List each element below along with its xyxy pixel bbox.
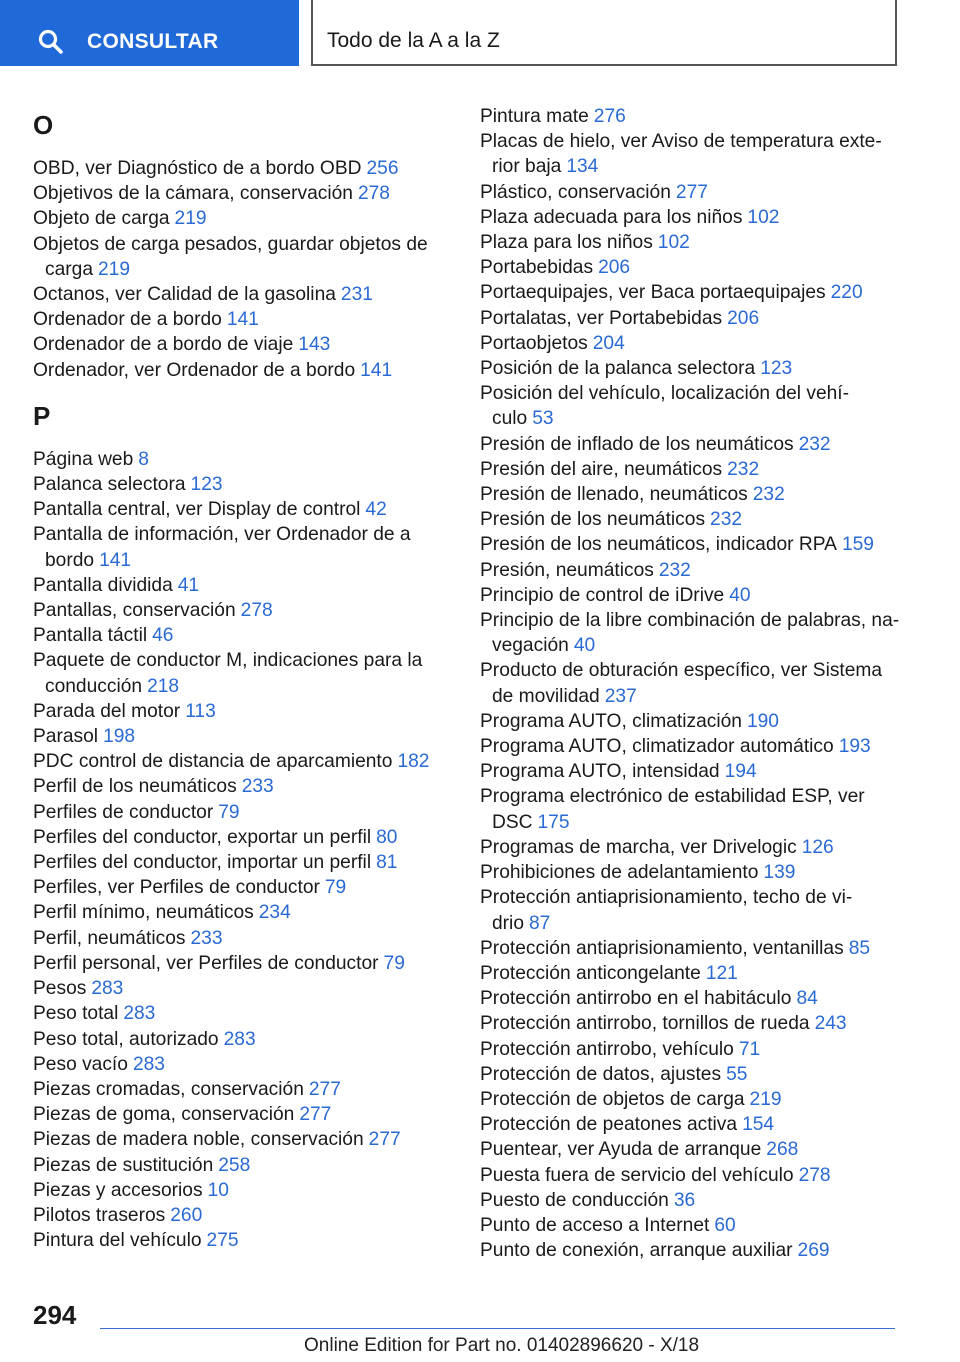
page-link[interactable]: 283 [223, 1028, 256, 1050]
index-entry-text: Posición del vehículo, localización del vehículo [480, 383, 850, 430]
page-link[interactable]: 134 [566, 156, 599, 178]
index-entry-text: Programas de marcha, ver Drivelogic [480, 836, 797, 858]
index-entry-text: Protección de datos, ajustes [480, 1063, 722, 1085]
search-icon [38, 29, 64, 55]
index-entry-text: Ordenador de a bordo [33, 309, 222, 331]
page-link[interactable]: 126 [801, 836, 834, 858]
page-link[interactable]: 80 [376, 826, 398, 848]
index-entry-text: Protección antirrobo, tornillos de rueda [480, 1013, 810, 1035]
index-entry [33, 774, 443, 799]
index-entry-text: Piezas de sustitución [33, 1154, 214, 1176]
index-entry [480, 255, 900, 280]
page-link[interactable]: 231 [340, 284, 373, 306]
index-entry [33, 522, 443, 572]
index-entry-text: Perfil, neumáticos [33, 927, 186, 949]
page-link[interactable]: 219 [98, 258, 131, 280]
index-entry-text: Protección antirrobo en el habitáculo [480, 988, 792, 1010]
index-entry-text: Perfiles, ver Perfiles de conductor [33, 877, 320, 899]
index-entry-text: Página web [33, 448, 134, 470]
index-entry [33, 1027, 443, 1052]
index-entry-text: Pintura mate [480, 106, 589, 127]
page-link[interactable]: 87 [529, 912, 551, 934]
index-entry-text: Portaobjetos [480, 332, 588, 354]
index-entry-text: Ordenador, ver Ordenador de a bordo [33, 359, 356, 381]
index-entry [480, 835, 900, 860]
index-entry-text: Programa AUTO, climatización [480, 710, 742, 732]
header [0, 0, 960, 66]
index-entry [480, 482, 900, 507]
index-entry [480, 532, 900, 557]
page-link[interactable]: 232 [710, 509, 743, 531]
page-link[interactable]: 139 [763, 862, 796, 884]
page-link[interactable]: 40 [729, 584, 751, 606]
index-entry-text: Perfiles del conductor, importar un perfil [33, 852, 372, 874]
index-entry [480, 129, 900, 179]
page-link[interactable]: 190 [746, 710, 779, 732]
page-link[interactable]: 237 [604, 685, 637, 707]
page-link[interactable]: 277 [299, 1104, 332, 1126]
footer-divider [100, 1328, 895, 1329]
index-entry-text: Producto de obturación específico, ver Sistema de movilidad [480, 660, 883, 707]
page-link[interactable]: 277 [308, 1078, 341, 1100]
index-entry-text: Principio de la libre combinación de palabras, navegación [480, 610, 900, 657]
index-entry [33, 1153, 443, 1178]
index-entry [33, 1077, 443, 1102]
index-entry-text: Presión de llenado, neumáticos [480, 484, 748, 506]
index-entry [480, 180, 900, 205]
index-entry [33, 472, 443, 497]
index-entry [480, 860, 900, 885]
page-link[interactable]: 278 [798, 1164, 831, 1186]
page-link[interactable]: 36 [673, 1189, 696, 1211]
index-entry [480, 936, 900, 961]
index-entry [33, 1102, 443, 1127]
index-entry [33, 156, 443, 181]
index-entry [480, 1238, 900, 1263]
index-entry-text: Placas de hielo, ver Aviso de temperatura exterior baja [480, 131, 882, 178]
page-link[interactable]: 258 [218, 1154, 251, 1176]
page-link[interactable]: 233 [190, 927, 223, 949]
index-entry-text: Plaza adecuada para los niños [480, 206, 743, 228]
index-entry [33, 951, 443, 976]
index-entry-text: Protección de peatones activa [480, 1114, 738, 1136]
index-entry-text: Peso vacío [33, 1053, 128, 1075]
index-entry-text: Pesos [33, 978, 87, 1000]
index-entry [480, 230, 900, 255]
index-entry [33, 1127, 443, 1152]
index-entry [480, 1011, 900, 1036]
page-link[interactable]: 198 [103, 726, 136, 748]
index-entry-text: OBD, ver Diagnóstico de a bordo OBD [33, 158, 362, 179]
index-entry-text: Puesto de conducción [480, 1189, 669, 1211]
page-link[interactable]: 275 [206, 1230, 239, 1252]
page-link[interactable]: 283 [132, 1053, 165, 1075]
page-link[interactable]: 182 [397, 751, 430, 773]
index-entry-text: Plástico, conservación [480, 181, 671, 203]
index-entry-text: Punto de acceso a Internet [480, 1214, 710, 1236]
index-entry [33, 623, 443, 648]
page-link[interactable]: 102 [747, 206, 780, 228]
index-entry-text: Parasol [33, 726, 99, 748]
index-entry [480, 709, 900, 734]
page-link[interactable]: 123 [190, 474, 223, 496]
index-entry-text: Programa AUTO, climatizador automático [480, 736, 834, 758]
index-entry [480, 885, 900, 935]
page-link[interactable]: 79 [218, 801, 240, 823]
index-entry-text: PDC control de distancia de aparcamiento [33, 751, 393, 773]
page-link[interactable]: 71 [738, 1038, 761, 1060]
section-letter: P [33, 400, 51, 431]
index-section [33, 401, 443, 1254]
index-entry-text: Presión del aire, neumáticos [480, 458, 723, 480]
page-link[interactable]: 141 [99, 549, 132, 571]
page-link[interactable]: 218 [147, 675, 180, 697]
index-entry [480, 432, 900, 457]
index-entry [480, 961, 900, 986]
index-entry [33, 926, 443, 951]
page-link[interactable]: 141 [226, 309, 259, 331]
page-link[interactable]: 175 [537, 811, 570, 833]
page-link[interactable]: 79 [324, 877, 347, 899]
page-link[interactable]: 268 [766, 1139, 799, 1161]
index-entry [33, 1001, 443, 1026]
page-link[interactable]: 277 [368, 1129, 401, 1151]
index-entry [33, 850, 443, 875]
page-link[interactable]: 256 [366, 158, 399, 179]
index-entry [33, 447, 443, 472]
index-entry-text: Plaza para los niños [480, 232, 653, 254]
index-entry [33, 900, 443, 925]
index-entry [33, 307, 443, 332]
index-entry [33, 976, 443, 1001]
page-link[interactable]: 42 [365, 499, 387, 521]
page-link[interactable]: 8 [138, 448, 149, 470]
index-entry [33, 749, 443, 774]
index-entry [480, 1137, 900, 1162]
page-link[interactable]: 41 [177, 574, 200, 596]
index-entry [480, 381, 900, 431]
page-number: 294 [33, 1300, 77, 1330]
index-entry [480, 331, 900, 356]
index-entry [33, 232, 443, 282]
index-entry-text: Perfil de los neumáticos [33, 776, 237, 798]
section-letter: O [33, 110, 54, 140]
index-entry-text: Piezas cromadas, conservación [33, 1078, 304, 1100]
index-entry-text: Prohibiciones de adelantamiento [480, 862, 759, 884]
index-entry [33, 724, 443, 749]
index-entry [33, 1203, 443, 1228]
index-entry [480, 784, 900, 834]
page-link[interactable]: 143 [298, 334, 331, 356]
index-entry-text: Portalatas, ver Portabebidas [480, 307, 723, 329]
index-entry-text: Objetivos de la cámara, conservación [33, 183, 353, 205]
index-entry-text: Posición de la palanca selectora [480, 358, 756, 380]
page-link[interactable]: 53 [532, 408, 554, 430]
index-entry [33, 358, 443, 383]
index-entry-text: Pantalla central, ver Display de control [33, 499, 361, 521]
index-entry-text: Programa electrónico de estabilidad ESP, ver DSC [480, 786, 865, 833]
page-link[interactable]: 277 [675, 181, 708, 203]
page-link[interactable]: 113 [185, 700, 216, 722]
page-link[interactable]: 232 [752, 484, 785, 506]
index-entry [480, 759, 900, 784]
page-link[interactable]: 10 [207, 1179, 229, 1201]
page-link[interactable]: 121 [705, 962, 738, 984]
index-entry [33, 206, 443, 231]
index-entry-text: Peso total [33, 1003, 119, 1025]
index-entry-text: Paquete de conductor M, indicaciones para la conducción [33, 650, 423, 697]
index-entry-text: Protección antiaprisionamiento, techo de vidrio [480, 887, 853, 934]
index-entry-text: Puesta fuera de servicio del vehículo [480, 1164, 794, 1186]
index-entry [480, 1163, 900, 1188]
index-entry [33, 332, 443, 357]
index-entry [480, 734, 900, 759]
index-entry [480, 986, 900, 1011]
index-entry-text: Protección de objetos de carga [480, 1088, 745, 1110]
page-link[interactable]: 283 [123, 1003, 156, 1025]
index-entry [480, 457, 900, 482]
index-entry [480, 583, 900, 608]
index-entry [480, 658, 900, 708]
index-entry [33, 1178, 443, 1203]
page-link[interactable]: 102 [657, 232, 690, 254]
index-entry [480, 1087, 900, 1112]
index-entry-text: Pantalla dividida [33, 574, 173, 596]
edition-text: Online Edition for Part no. 01402896620 - X/18 [304, 1335, 700, 1356]
index-entry-text: Piezas y accesorios [33, 1179, 203, 1201]
page-link[interactable]: 204 [592, 332, 625, 354]
page-link[interactable]: 269 [797, 1240, 830, 1262]
index-entry-text: Piezas de madera noble, conservación [33, 1129, 364, 1151]
page-link[interactable]: 243 [814, 1013, 847, 1035]
index-entry [33, 282, 443, 307]
page-link[interactable]: 206 [598, 257, 631, 279]
index-entry-text: Punto de conexión, arranque auxiliar [480, 1240, 793, 1262]
index-entry-text: Protección antirrobo, vehículo [480, 1038, 734, 1060]
page-link[interactable]: 141 [360, 359, 393, 381]
index-entry [33, 181, 443, 206]
index-entry [480, 205, 900, 230]
index-entry [480, 558, 900, 583]
index-entry [33, 699, 443, 724]
index-entry [480, 1188, 900, 1213]
index-entry-text: Pantalla táctil [33, 625, 148, 647]
index-entry [33, 648, 443, 698]
page-link[interactable]: 46 [152, 625, 174, 647]
page-link[interactable]: 276 [593, 106, 626, 127]
page-link[interactable]: 154 [742, 1114, 775, 1136]
index-entry [33, 875, 443, 900]
page-link[interactable]: 79 [383, 952, 405, 974]
page-link[interactable]: 232 [798, 433, 831, 455]
consult-label: CONSULTAR [87, 30, 219, 53]
page-link[interactable]: 194 [724, 761, 757, 783]
page-link[interactable]: 193 [838, 736, 871, 758]
page-link[interactable]: 233 [241, 776, 274, 798]
index-entry-text: Perfil personal, ver Perfiles de conductor [33, 952, 379, 974]
index-entry-text: Piezas de goma, conservación [33, 1104, 295, 1126]
page-link[interactable]: 84 [796, 988, 818, 1010]
index-entry-text: Programa AUTO, intensidad [480, 761, 720, 783]
index-column-left [33, 102, 443, 1253]
index-entry-text: Octanos, ver Calidad de la gasolina [33, 284, 336, 306]
page-link[interactable]: 260 [170, 1204, 203, 1226]
index-entry-text: Pilotos traseros [33, 1204, 166, 1226]
index-entry [480, 1213, 900, 1238]
page-link[interactable]: 123 [760, 358, 793, 380]
index-entry-text: Protección antiaprisionamiento, ventanillas [480, 937, 844, 959]
index-entry [33, 497, 443, 522]
index-entry [33, 825, 443, 850]
index-entry-text: Portaequipajes, ver Baca portaequipajes [480, 282, 826, 304]
page-link[interactable]: 206 [727, 307, 760, 329]
page-link[interactable]: 232 [727, 458, 760, 480]
index-entry-text: Presión de los neumáticos [480, 509, 706, 531]
index-entry-text: Parada del motor [33, 700, 181, 722]
page-link[interactable]: 40 [573, 635, 596, 657]
index-entry-text: Perfiles del conductor, exportar un perfil [33, 826, 372, 848]
index-entry-text: Presión de inflado de los neumáticos [480, 433, 794, 455]
index-entry [480, 306, 900, 331]
index-section [33, 110, 443, 383]
page-link[interactable]: 81 [376, 852, 398, 874]
page-link[interactable]: 60 [714, 1214, 736, 1236]
index-entry [480, 507, 900, 532]
index-entry [480, 1112, 900, 1137]
index-column-right [480, 104, 900, 1263]
page-title: Todo de la A a la Z [327, 29, 500, 52]
page-link[interactable]: 159 [841, 534, 874, 556]
index-entry-text: Pintura del vehículo [33, 1230, 202, 1252]
index-entry [480, 608, 900, 658]
index-entry-text: Objetos de carga pesados, guardar objetos de carga [33, 233, 428, 280]
index-entry-text: Perfiles de conductor [33, 801, 214, 823]
index-entry [33, 1052, 443, 1077]
index-entry-text: Pantallas, conservación [33, 600, 236, 622]
index-entry-text: Objeto de carga [33, 208, 170, 230]
index-entry [480, 1062, 900, 1087]
index-entry-text: Ordenador de a bordo de viaje [33, 334, 294, 356]
index-entry [33, 598, 443, 623]
index-entry-text: Principio de control de iDrive [480, 584, 725, 606]
page-link[interactable]: 278 [357, 183, 390, 205]
index-entry [33, 573, 443, 598]
page-link[interactable]: 283 [91, 978, 124, 1000]
page-link[interactable]: 278 [240, 600, 273, 622]
index-entry-text: Portabebidas [480, 257, 594, 279]
page-link[interactable]: 220 [830, 282, 863, 304]
index-entry-text: Palanca selectora [33, 474, 186, 496]
page-link[interactable]: 85 [848, 937, 871, 959]
index-entry [480, 1037, 900, 1062]
page-link[interactable]: 219 [174, 208, 207, 230]
index-entry [480, 104, 900, 129]
consult-button[interactable] [0, 0, 299, 66]
index-entry-text: Pantalla de información, ver Ordenador de a bordo [33, 524, 411, 571]
index-entry [33, 1228, 443, 1253]
index-entry [480, 356, 900, 381]
index-entry-text: Perfil mínimo, neumáticos [33, 902, 254, 924]
index-entry-text: Presión de los neumáticos, indicador RPA [480, 534, 837, 556]
index-entry-text: Peso total, autorizado [33, 1028, 219, 1050]
index-entry-text: Presión, neumáticos [480, 559, 654, 581]
index-entry-text: Protección anticongelante [480, 962, 701, 984]
page-link[interactable]: 232 [658, 559, 691, 581]
index-entry-text: Puentear, ver Ayuda de arranque [480, 1139, 762, 1161]
page-title-box [311, 0, 897, 66]
page-link[interactable]: 55 [726, 1063, 748, 1085]
index-entry [33, 800, 443, 825]
page-link[interactable]: 219 [749, 1088, 782, 1110]
page-link[interactable]: 234 [258, 902, 291, 924]
index-entry [480, 280, 900, 305]
